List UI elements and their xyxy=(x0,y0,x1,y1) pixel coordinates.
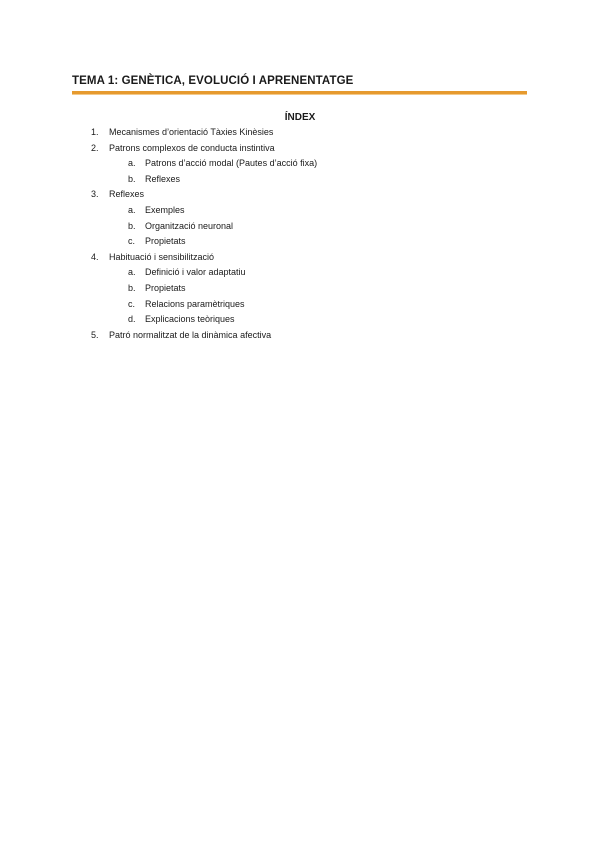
toc-subitem-letter: c. xyxy=(128,298,136,309)
toc-subitem-letter: d. xyxy=(128,314,136,325)
toc-item-number: 2. xyxy=(91,142,99,153)
toc-subitem-letter: b. xyxy=(128,220,136,231)
toc-subitem-text: Organització neuronal xyxy=(145,220,234,231)
toc-item-text: Patró normalitzat de la dinàmica afectiva xyxy=(109,329,272,340)
toc-item-number: 3. xyxy=(91,189,99,200)
toc-subitem-letter: b. xyxy=(128,173,136,184)
toc-subitem-text: Exemples xyxy=(145,204,185,215)
toc-subitem-letter: a. xyxy=(128,158,136,169)
document-title: TEMA 1: GENÈTICA, EVOLUCIÓ I APRENENTATGE xyxy=(72,75,354,87)
index-heading-text: ÍNDEX xyxy=(284,112,316,123)
toc-item-text: Patrons complexos de conducta instintiva xyxy=(109,142,275,153)
index-heading xyxy=(0,112,600,123)
toc-subitem-text: Propietats xyxy=(145,282,186,293)
toc-subitem-text: Explicacions teòriques xyxy=(145,314,235,325)
toc-subitem-text: Relacions paramètriques xyxy=(145,298,245,309)
toc-item-4 xyxy=(0,250,600,266)
toc-subitem-3a xyxy=(0,203,600,219)
toc-subitem-2a xyxy=(0,156,600,172)
toc-item-1 xyxy=(0,125,600,141)
toc-subitem-3b xyxy=(0,219,600,235)
toc-item-2 xyxy=(0,141,600,157)
toc-subitem-text: Definició i valor adaptatiu xyxy=(145,267,246,278)
toc-item-number: 1. xyxy=(91,127,99,137)
toc-subitem-4c xyxy=(0,297,600,313)
toc-subitem-letter: c. xyxy=(128,236,136,247)
toc-item-number: 5. xyxy=(91,329,99,340)
toc-subitem-text: Propietats xyxy=(145,236,186,247)
toc-subitem-4b xyxy=(0,281,600,297)
toc-subitem-4a xyxy=(0,265,600,281)
toc-subitem-4d xyxy=(0,312,600,328)
toc-subitem-letter: b. xyxy=(128,282,136,293)
toc-item-5 xyxy=(0,328,600,344)
toc-subitem-letter: a. xyxy=(128,267,136,278)
toc-subitem-letter: a. xyxy=(128,204,136,215)
toc-subitem-3c xyxy=(0,234,600,250)
toc-subitem-2b xyxy=(0,172,600,188)
table-of-contents xyxy=(0,125,600,343)
toc-item-text: Reflexes xyxy=(109,189,145,200)
toc-item-text: Habituació i sensibilització xyxy=(109,251,215,262)
toc-item-text: Mecanismes d’orientació Tàxies Kinèsies xyxy=(109,127,274,137)
document-header xyxy=(72,74,527,95)
toc-subitem-text: Patrons d’acció modal (Pautes d’acció fixa) xyxy=(145,158,318,169)
toc-subitem-text: Reflexes xyxy=(145,173,181,184)
toc-item-number: 4. xyxy=(91,251,99,262)
title-underline-rule xyxy=(72,91,527,95)
toc-item-3 xyxy=(0,187,600,203)
